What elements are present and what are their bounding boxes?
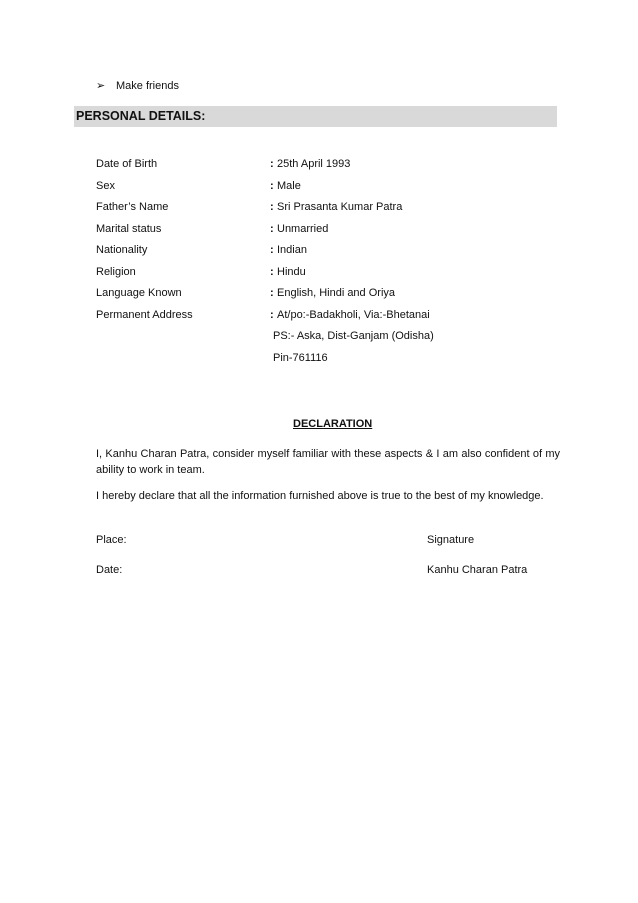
declaration-paragraph: I, Kanhu Charan Patra, consider myself familiar with these aspects & I am also confident of my ability to work in team. (96, 448, 560, 476)
detail-colon: : (270, 265, 274, 278)
detail-label: Religion (96, 265, 136, 278)
detail-row-father (96, 200, 546, 222)
detail-value: Unmarried (277, 222, 329, 235)
detail-value: Indian (277, 244, 307, 256)
detail-value: 25th April 1993 (277, 158, 351, 170)
detail-row-religion (96, 265, 546, 287)
address-line (96, 329, 546, 351)
detail-row-nationality (96, 243, 546, 265)
hobby-item (96, 79, 179, 93)
address-line (96, 351, 546, 373)
detail-label: Father’s Name (96, 201, 169, 213)
detail-row-marital (96, 222, 546, 244)
arrow-bullet-icon: ➢ (96, 80, 106, 92)
declaration-statement: I hereby declare that all the information furnished above is true to the best of my knowledge. (96, 490, 544, 502)
detail-value: Male (277, 179, 301, 192)
detail-colon: : (270, 179, 274, 192)
detail-colon: : (270, 201, 274, 213)
place-label: Place: (96, 534, 127, 546)
detail-colon: : (270, 244, 274, 256)
personal-details-list (96, 157, 546, 372)
detail-value: English, Hindi and Oriya (277, 287, 396, 299)
detail-value: At/po:-Badakholi, Via:-Bhetanai (277, 308, 430, 321)
detail-colon: : (270, 158, 274, 170)
hobby-text: Make friends (116, 80, 179, 92)
detail-label: Date of Birth (96, 158, 158, 170)
address-line-text: PS:- Aska, Dist-Ganjam (Odisha) (273, 330, 434, 342)
detail-label: Sex (96, 179, 115, 192)
detail-row-sex (96, 179, 546, 201)
detail-label: Marital status (96, 222, 162, 235)
signature-label: Signature (427, 534, 475, 546)
detail-label: Nationality (96, 244, 148, 256)
declaration-title: DECLARATION (293, 418, 373, 430)
detail-row-address (96, 308, 546, 330)
detail-label: Language Known (96, 287, 182, 299)
personal-details-header (74, 106, 557, 127)
section-title: PERSONAL DETAILS: (76, 109, 206, 123)
detail-row-language (96, 286, 546, 308)
date-label: Date: (96, 564, 123, 576)
address-line-text: Pin-761116 (273, 351, 328, 364)
detail-colon: : (270, 308, 274, 321)
detail-colon: : (270, 222, 274, 235)
detail-value: Sri Prasanta Kumar Patra (277, 201, 403, 213)
detail-value: Hindu (277, 265, 306, 278)
signature-name: Kanhu Charan Patra (427, 564, 528, 576)
detail-label: Permanent Address (96, 308, 193, 321)
detail-colon: : (270, 287, 274, 299)
detail-row-dob (96, 157, 546, 179)
